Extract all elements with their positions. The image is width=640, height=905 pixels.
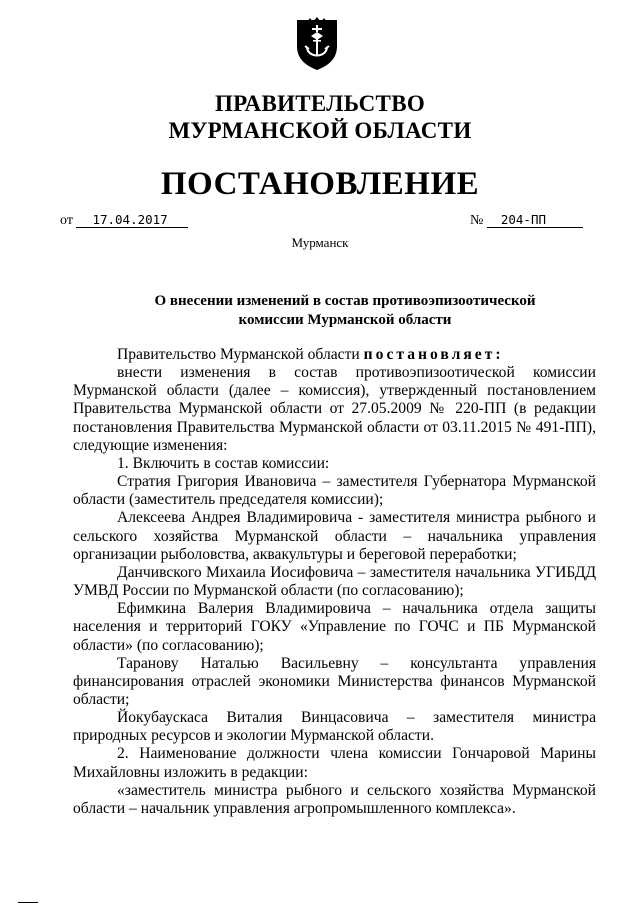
body-paragraph: 2. Наименование должности члена комиссии Гончаровой Марины Михайловны изложить в редакции: <box>73 745 596 781</box>
body-paragraph: Стратия Григория Ивановича – заместителя Губернатора Мурманской области (заместитель председателя комиссии); <box>73 473 596 509</box>
body-paragraph: Йокубаускаса Виталия Винцасовича – заместителя министра природных ресурсов и экологии Мурманской области. <box>73 709 596 745</box>
date-field <box>60 212 188 229</box>
body-paragraph: «заместитель министра рыбного и сельского хозяйства Мурманской области – начальник управления агропромышленного комплекса». <box>73 781 596 817</box>
body-paragraph: Данчивского Михаила Иосифовича – заместителя начальника УГИБДД УМВД России по Мурманской области (по согласованию); <box>73 563 596 600</box>
body-paragraph: Алексеева Андрея Владимировича - заместителя министра рыбного и сельского хозяйства Мурманской области – начальника управления организации рыболовства, аквакультуры и береговой переработки; <box>73 509 596 563</box>
city-name: Мурманск <box>291 235 349 250</box>
intro-verb: постановляет: <box>363 346 504 363</box>
intro-text: Правительство Мурманской области <box>117 346 360 363</box>
number-field <box>470 212 583 229</box>
organization-name <box>0 90 640 144</box>
body-paragraph: Таранову Наталью Васильевну – консультанта управления финансирования отраслей экономики Министерства финансов Мурманской области; <box>73 654 596 708</box>
document-type-title: ПОСТАНОВЛЕНИЕ <box>160 166 480 202</box>
number-prefix: № <box>470 213 484 228</box>
organization-line-1: ПРАВИТЕЛЬСТВО <box>214 91 426 116</box>
body-paragraph: 1. Включить в состав комиссии: <box>117 454 330 472</box>
subject-line-2: комиссии Мурманской области <box>238 312 452 328</box>
date-prefix: от <box>60 213 73 228</box>
body-paragraph: внести изменения в состав противоэпизоотической комиссии Мурманской области (далее – комиссия), утвержденный постановлением Правительства Мурманской области от 27.05.2009 № 220-ПП (в редакции постановления Правительства Мурманской области от 03.11.2015 № 491-ПП), следующие изменения: <box>73 364 596 454</box>
document-body <box>73 346 596 818</box>
document-subject <box>140 292 550 330</box>
body-paragraph: Ефимкина Валерия Владимировича – начальника отдела защиты населения и территорий ГОКУ «Управление по ГОЧС и ПБ Мурманской области» (по согласованию); <box>73 600 596 654</box>
number-value: 204-ПП <box>487 212 583 228</box>
body-intro <box>73 346 596 364</box>
coat-of-arms-emblem <box>293 16 341 72</box>
organization-line-2: МУРМАНСКОЙ ОБЛАСТИ <box>168 118 472 143</box>
date-value: 17.04.2017 <box>76 212 188 228</box>
page-edge-mark <box>18 902 38 903</box>
subject-line-1: О внесении изменений в состав противоэпизоотической <box>154 293 536 309</box>
